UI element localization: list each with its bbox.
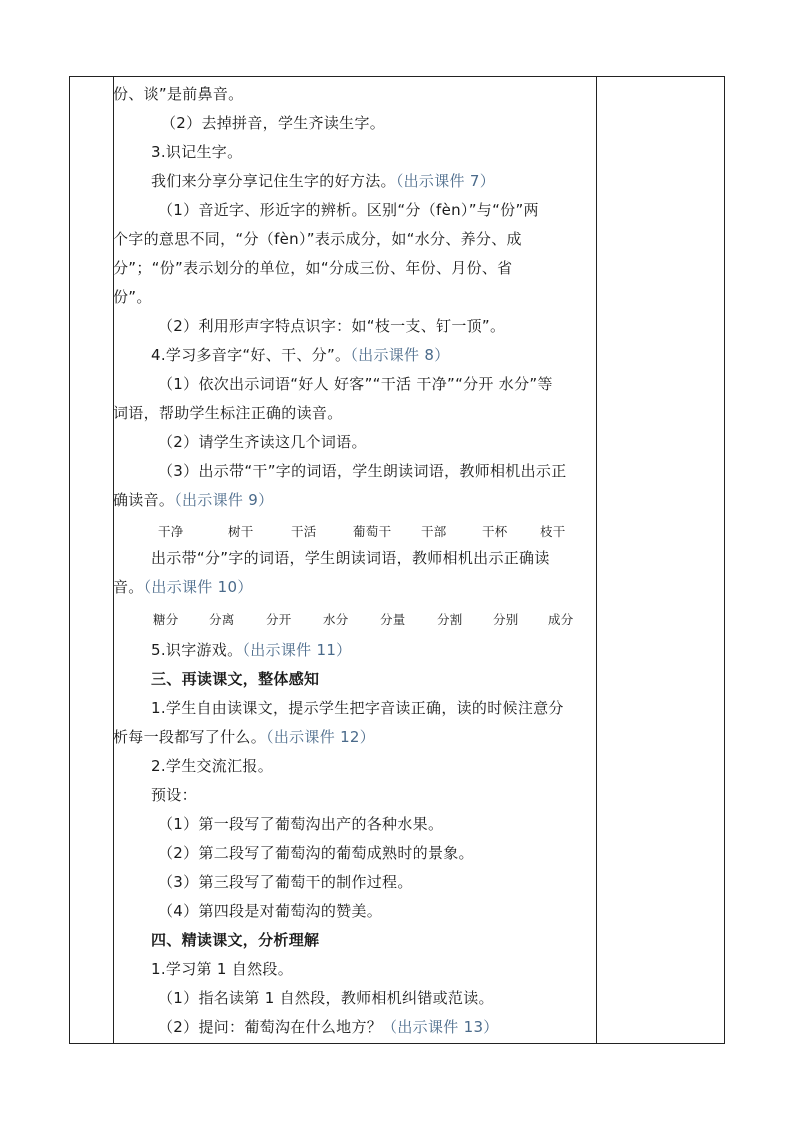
text-line: （1）音近字、形近字的辨析。区别“分（fèn）”与“份”两 xyxy=(158,201,539,219)
text-line: （1）第一段写了葡萄沟出产的各种水果。 xyxy=(158,815,444,833)
text-line: （3）第三段写了葡萄干的制作过程。 xyxy=(158,873,413,891)
text-line: （3）出示带“干”字的词语，学生朗读词语，教师相机出示正 xyxy=(158,462,567,480)
word-item: 葡萄干 xyxy=(353,524,392,539)
word-item: 树干 xyxy=(228,524,254,539)
word-item: 水分 xyxy=(323,612,349,627)
word-item: 干部 xyxy=(421,524,447,539)
text-line: 4.学习多音字“好、干、分”。（出示课件 8） xyxy=(151,346,450,364)
word-item: 分量 xyxy=(380,612,406,627)
word-item: 干杯 xyxy=(482,524,508,539)
text-line: 5.识字游戏。（出示课件 11） xyxy=(151,641,352,659)
text-line: （2）提问：葡萄沟在什么地方？（出示课件 13） xyxy=(158,1018,499,1036)
word-item: 分离 xyxy=(209,612,235,627)
word-item: 分别 xyxy=(493,612,519,627)
text-line: （2）第二段写了葡萄沟的葡萄成熟时的景象。 xyxy=(158,844,474,862)
word-item: 分开 xyxy=(266,612,292,627)
text-line: （2）利用形声字特点识字：如“枝一支、钉一顶”。 xyxy=(158,317,506,335)
word-item: 分割 xyxy=(437,612,463,627)
section-heading: 三、再读课文，整体感知 xyxy=(151,670,320,688)
text-line: （1）指名读第 1 自然段，教师相机纠错或范读。 xyxy=(158,989,494,1007)
text-line: 1.学生自由读课文，提示学生把字音读正确，读的时候注意分 xyxy=(151,699,564,717)
text-line: 份”。 xyxy=(113,288,152,306)
text-line: 个字的意思不同，“分（fèn）”表示成分，如“水分、养分、成 xyxy=(113,230,522,248)
text-line: 出示带“分”字的词语，学生朗读词语，教师相机出示正确读 xyxy=(151,549,550,567)
text-line: 1.学习第 1 自然段。 xyxy=(151,960,293,978)
table-divider-left xyxy=(113,77,114,1043)
text-line: 词语，帮助学生标注正确的读音。 xyxy=(113,404,343,422)
text-line: 份、谈”是前鼻音。 xyxy=(113,85,244,103)
text-line: （1）依次出示词语“好人 好客”“干活 干净”“分开 水分”等 xyxy=(158,375,553,393)
text-line: 我们来分享分享记住生字的好方法。（出示课件 7） xyxy=(151,172,496,190)
word-item: 干活 xyxy=(291,524,317,539)
text-line: 确读音。（出示课件 9） xyxy=(113,491,274,509)
text-line: 析每一段都写了什么。（出示课件 12） xyxy=(113,728,376,746)
section-heading: 四、精读课文，分析理解 xyxy=(151,931,320,949)
word-item: 干净 xyxy=(158,524,184,539)
text-line: 分”；“份”表示划分的单位，如“分成三份、年份、月份、省 xyxy=(113,259,513,277)
text-line: 3.识记生字。 xyxy=(151,143,243,161)
text-line: （4）第四段是对葡萄沟的赞美。 xyxy=(158,902,383,920)
text-line: （2）去掉拼音，学生齐读生字。 xyxy=(161,114,386,132)
word-item: 成分 xyxy=(548,612,574,627)
table-divider-right xyxy=(596,77,597,1043)
text-line: 2.学生交流汇报。 xyxy=(151,757,274,775)
word-item: 枝干 xyxy=(540,524,566,539)
text-line: 预设： xyxy=(151,786,197,804)
word-item: 糖分 xyxy=(153,612,179,627)
text-line: （2）请学生齐读这几个词语。 xyxy=(158,433,367,451)
text-line: 音。（出示课件 10） xyxy=(113,578,253,596)
